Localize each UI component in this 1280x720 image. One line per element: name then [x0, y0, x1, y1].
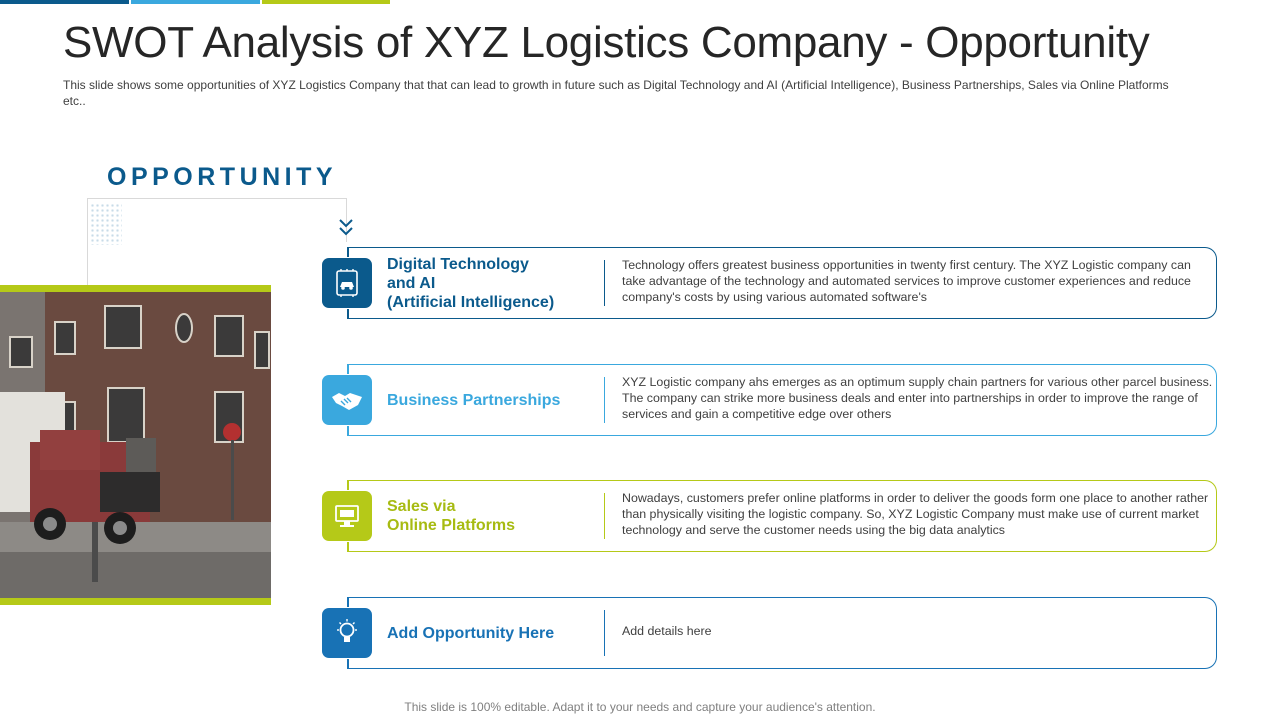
opportunity-title-line: (Artificial Intelligence)	[387, 293, 555, 311]
card-edge-line	[347, 247, 349, 257]
opportunity-title-line: Sales via	[387, 498, 456, 515]
opportunity-description: Nowadays, customers prefer online platforms in order to deliver the goods form one place to another rather than physically visiting the logistic company. So, XYZ Logistic Company must make use of current market technology and serve the customer needs using the big data analytics	[622, 491, 1209, 537]
opportunity-title-line: Add Opportunity Here	[387, 624, 555, 642]
opportunity-description: XYZ Logistic company ahs emerges as an optimum supply chain partners for various other parcel business. The company can strike more business deals and enter into partnerships in order to improve the range of services and gain a competitive edge over others	[622, 375, 1213, 421]
slide-title: SWOT Analysis of XYZ Logistics Company - Opportunity	[63, 18, 1150, 67]
opportunity-title-line: Online Platforms	[387, 517, 516, 534]
dot-pattern	[90, 203, 122, 245]
card-edge-line	[347, 364, 349, 374]
chevron-down-icon	[337, 217, 355, 239]
slide-subtitle: This slide shows some opportunities of XYZ Logistics Company that that can lead to growth in future such as Digital Technology and AI (Artificial Intelligence), Business Partnerships, Sales via Online Platforms etc..	[63, 78, 1169, 108]
card-edge-line	[347, 309, 349, 319]
opportunity-title	[387, 391, 587, 410]
opportunity-title	[387, 497, 587, 535]
truck-building-photo	[0, 292, 271, 598]
accent-bar-dark-blue	[0, 0, 129, 4]
card-divider	[604, 610, 605, 656]
card-edge-line	[347, 659, 349, 669]
card-divider	[604, 493, 605, 539]
lightbulb-icon	[322, 608, 372, 658]
opportunity-title-line: and AI	[387, 274, 436, 292]
card-divider	[604, 377, 605, 423]
monitor-icon	[322, 491, 372, 541]
card-edge-line	[347, 597, 349, 607]
handshake-icon	[322, 375, 372, 425]
opportunity-title	[387, 624, 587, 643]
opportunity-description: Add details here	[622, 624, 712, 638]
footer-note: This slide is 100% editable. Adapt it to your needs and capture your audience's attention.	[404, 700, 876, 714]
opportunity-title-line: Digital Technology	[387, 255, 529, 273]
card-edge-line	[347, 480, 349, 490]
car-chip-icon	[322, 258, 372, 308]
opportunity-description: Technology offers greatest business opportunities in twenty first century. The XYZ Logistic company can take advantage of the technology and automated services to improve customer experiences and reduce company's costs by using various automated software's	[622, 258, 1191, 304]
section-heading: OPPORTUNITY	[107, 163, 338, 191]
opportunity-title	[387, 255, 587, 312]
accent-bar-lime	[262, 0, 390, 4]
card-edge-line	[347, 426, 349, 436]
card-divider	[604, 260, 605, 306]
opportunity-title-line: Business Partnerships	[387, 391, 561, 409]
card-edge-line	[347, 542, 349, 552]
accent-bar-light-blue	[131, 0, 260, 4]
frame-line	[87, 198, 88, 285]
frame-line	[87, 198, 347, 199]
